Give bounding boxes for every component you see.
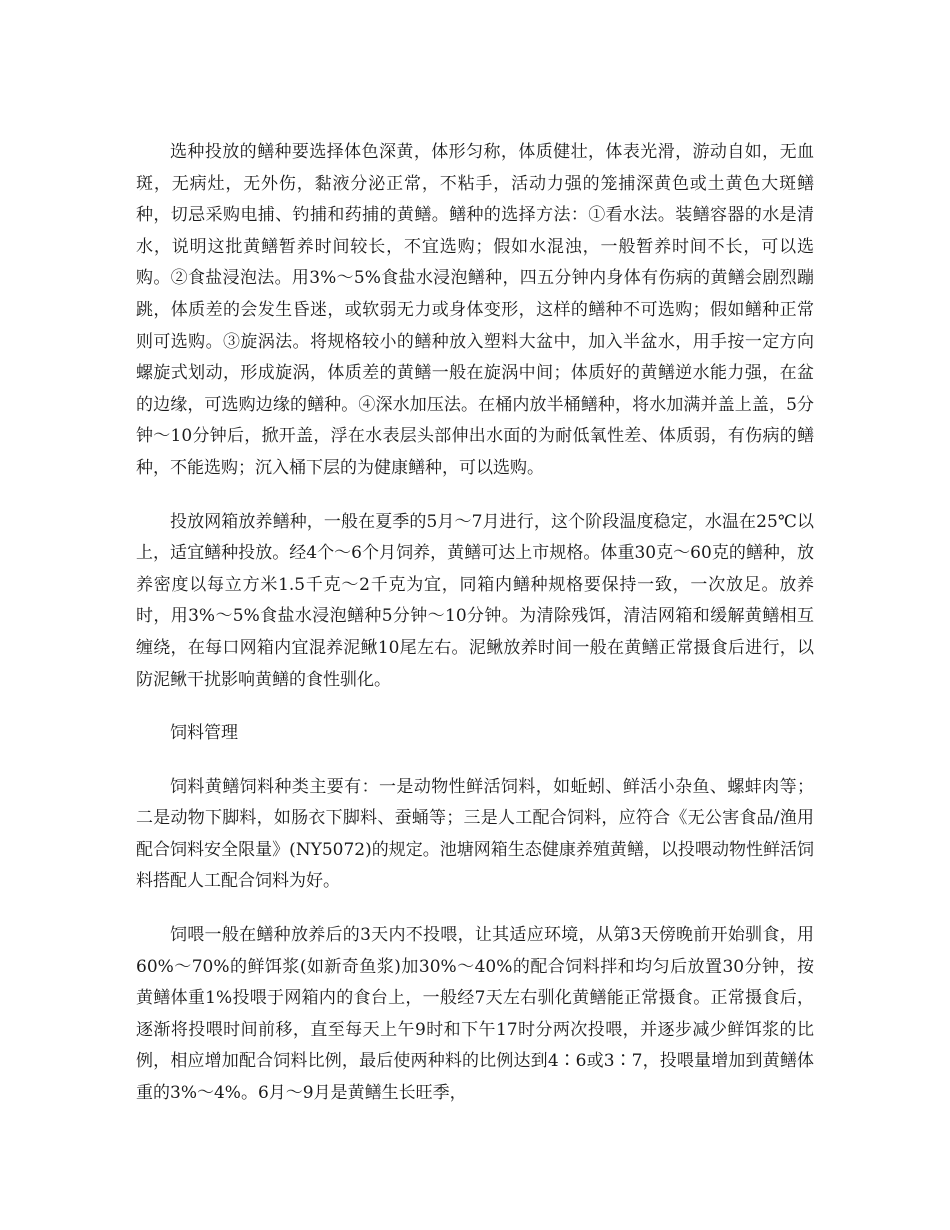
document-body xyxy=(136,137,814,1132)
section-heading-feed-management: 饲料管理 xyxy=(170,723,238,744)
paragraph-eel-seed-selection: 选种投放的鳝种要选择体色深黄，体形匀称，体质健壮，体表光滑，游动自如，无血斑，无病灶，无外伤，黏液分泌正常，不粘手，活动力强的笼捕深黄色或土黄色大斑鳝种，切忌采购电捕、钓捕和药捕的黄鳝。鳝种的选择方法：①看水法。装鳝容器的水是清水，说明这批黄鳝暂养时间较长，不宜选购；假如水混浊，一般暂养时间不长，可以选购。②食盐浸泡法。用3%～5%食盐水浸泡鳝种，四五分钟内身体有伤病的黄鳝会剧烈蹦跳，体质差的会发生昏迷，或软弱无力或身体变形，这样的鳝种不可选购；假如鳝种正常则可选购。③旋涡法。将规格较小的鳝种放入塑料大盆中，加入半盆水，用手按一定方向螺旋式划动，形成旋涡，体质差的黄鳝一般在旋涡中间；体质好的黄鳝逆水能力强，在盆的边缘，可选购边缘的鳝种。④深水加压法。在桶内放半桶鳝种，将水加满并盖上盖，5分钟～10分钟后，掀开盖，浮在水表层头部伸出水面的为耐低氧性差、体质弱，有伤病的鳝种，不能选购；沉入桶下层的为健康鳝种，可以选购。 xyxy=(136,142,814,478)
paragraph-cage-stocking: 投放网箱放养鳝种，一般在夏季的5月～7月进行，这个阶段温度稳定，水温在25℃以上，适宜鳝种投放。经4个～6个月饲养，黄鳝可达上市规格。体重30克～60克的鳝种，放养密度以每立方米1.5千克～2千克为宜，同箱内鳝种规格要保持一致，一次放足。放养时，用3%～5%食盐水浸泡鳝种5分钟～10分钟。为清除残饵，清洁网箱和缓解黄鳝相互缠绕，在每口网箱内宜混养泥鳅10尾左右。泥鳅放养时间一般在黄鳝正常摄食后进行，以防泥鳅干扰影响黄鳝的食性驯化。 xyxy=(136,511,814,690)
paragraph-feeding-method: 饲喂一般在鳝种放养后的3天内不投喂，让其适应环境，从第3天傍晚前开始驯食，用60%～70%的鲜饵浆(如新奇鱼浆)加30%～40%的配合饲料拌和均匀后放置30分钟，按黄鳝体重1%投喂于网箱内的食台上，一般经7天左右驯化黄鳝能正常摄食。正常摄食后，逐渐将投喂时间前移，直至每天上午9时和下午17时分两次投喂，并逐步减少鲜饵浆的比例，相应增加配合饲料比例，最后使两种料的比例达到4∶6或3∶7，投喂量增加到黄鳝体重的3%～4%。6月～9月是黄鳝生长旺季， xyxy=(136,925,814,1104)
paragraph-feed-types: 饲料黄鳝饲料种类主要有：一是动物性鲜活饲料，如蚯蚓、鲜活小杂鱼、螺蚌肉等；二是动物下脚料，如肠衣下脚料、蚕蛹等；三是人工配合饲料，应符合《无公害食品/渔用配合饲料安全限量》(NY5072)的规定。池塘网箱生态健康养殖黄鳝，以投喂动物性鲜活饲料搭配人工配合饲料为好。 xyxy=(136,776,814,892)
